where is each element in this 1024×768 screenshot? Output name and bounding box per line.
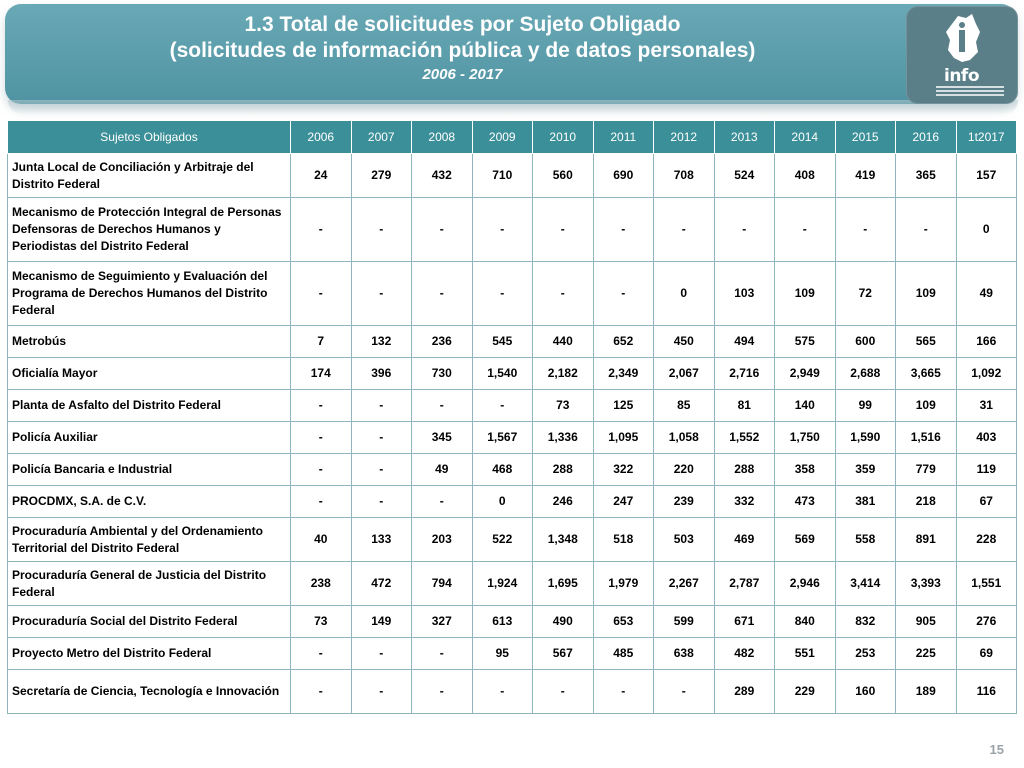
- subject-name-cell: Oficialía Mayor: [8, 358, 291, 390]
- value-cell: -: [351, 422, 412, 454]
- value-cell: 332: [714, 486, 775, 518]
- column-header-year: 2008: [412, 121, 473, 154]
- value-cell: -: [291, 670, 352, 714]
- value-cell: 396: [351, 358, 412, 390]
- value-cell: 132: [351, 326, 412, 358]
- value-cell: 522: [472, 518, 533, 562]
- value-cell: 565: [896, 326, 957, 358]
- value-cell: 730: [412, 358, 473, 390]
- value-cell: -: [533, 262, 594, 326]
- value-cell: 599: [654, 606, 715, 638]
- table-row: [8, 606, 1017, 638]
- value-cell: 1,348: [533, 518, 594, 562]
- value-cell: 440: [533, 326, 594, 358]
- subject-name-cell: Mecanismo de Seguimiento y Evaluación del Programa de Derechos Humanos del Distrito Federal: [8, 262, 291, 326]
- value-cell: 2,716: [714, 358, 775, 390]
- value-cell: 432: [412, 154, 473, 198]
- value-cell: 794: [412, 562, 473, 606]
- value-cell: 2,949: [775, 358, 836, 390]
- value-cell: 236: [412, 326, 473, 358]
- value-cell: 485: [593, 638, 654, 670]
- value-cell: 2,688: [835, 358, 896, 390]
- value-cell: -: [654, 198, 715, 262]
- column-header-year: 2009: [472, 121, 533, 154]
- value-cell: 613: [472, 606, 533, 638]
- value-cell: -: [472, 390, 533, 422]
- table-header-row: [8, 121, 1017, 154]
- banner-shadow: [8, 100, 1018, 114]
- value-cell: 49: [412, 454, 473, 486]
- value-cell: -: [412, 390, 473, 422]
- value-cell: 247: [593, 486, 654, 518]
- value-cell: 81: [714, 390, 775, 422]
- table-row: [8, 454, 1017, 486]
- value-cell: 468: [472, 454, 533, 486]
- value-cell: -: [291, 454, 352, 486]
- table-row: [8, 358, 1017, 390]
- value-cell: 229: [775, 670, 836, 714]
- table-row: [8, 198, 1017, 262]
- value-cell: 322: [593, 454, 654, 486]
- value-cell: 189: [896, 670, 957, 714]
- value-cell: 327: [412, 606, 473, 638]
- table-row: [8, 390, 1017, 422]
- value-cell: 73: [291, 606, 352, 638]
- value-cell: 1,551: [956, 562, 1017, 606]
- value-cell: 708: [654, 154, 715, 198]
- table-body: [8, 154, 1017, 714]
- value-cell: 40: [291, 518, 352, 562]
- value-cell: -: [654, 670, 715, 714]
- value-cell: 125: [593, 390, 654, 422]
- value-cell: 832: [835, 606, 896, 638]
- value-cell: 905: [896, 606, 957, 638]
- value-cell: 72: [835, 262, 896, 326]
- value-cell: 203: [412, 518, 473, 562]
- value-cell: 1,750: [775, 422, 836, 454]
- value-cell: 652: [593, 326, 654, 358]
- page-subtitle: 2006 - 2017: [422, 66, 503, 83]
- value-cell: 472: [351, 562, 412, 606]
- value-cell: 276: [956, 606, 1017, 638]
- value-cell: 638: [654, 638, 715, 670]
- page-number: 15: [989, 742, 1004, 757]
- value-cell: 840: [775, 606, 836, 638]
- value-cell: 238: [291, 562, 352, 606]
- value-cell: 345: [412, 422, 473, 454]
- value-cell: 95: [472, 638, 533, 670]
- value-cell: 1,552: [714, 422, 775, 454]
- value-cell: -: [472, 262, 533, 326]
- value-cell: 133: [351, 518, 412, 562]
- value-cell: 891: [896, 518, 957, 562]
- value-cell: -: [412, 670, 473, 714]
- value-cell: 419: [835, 154, 896, 198]
- column-header-year: 1t2017: [956, 121, 1017, 154]
- value-cell: 253: [835, 638, 896, 670]
- value-cell: -: [412, 262, 473, 326]
- value-cell: 1,590: [835, 422, 896, 454]
- value-cell: 653: [593, 606, 654, 638]
- value-cell: 24: [291, 154, 352, 198]
- value-cell: 109: [896, 262, 957, 326]
- value-cell: 560: [533, 154, 594, 198]
- value-cell: 567: [533, 638, 594, 670]
- value-cell: 225: [896, 638, 957, 670]
- value-cell: 2,182: [533, 358, 594, 390]
- table-row: [8, 486, 1017, 518]
- value-cell: 1,092: [956, 358, 1017, 390]
- value-cell: 2,349: [593, 358, 654, 390]
- value-cell: -: [472, 670, 533, 714]
- value-cell: 0: [472, 486, 533, 518]
- value-cell: 289: [714, 670, 775, 714]
- subject-name-cell: Procuraduría General de Justicia del Distrito Federal: [8, 562, 291, 606]
- value-cell: 600: [835, 326, 896, 358]
- table-row: [8, 638, 1017, 670]
- value-cell: 1,058: [654, 422, 715, 454]
- value-cell: -: [775, 198, 836, 262]
- column-header-year: 2006: [291, 121, 352, 154]
- value-cell: -: [351, 454, 412, 486]
- value-cell: -: [714, 198, 775, 262]
- value-cell: 359: [835, 454, 896, 486]
- value-cell: 218: [896, 486, 957, 518]
- value-cell: 69: [956, 638, 1017, 670]
- value-cell: 3,393: [896, 562, 957, 606]
- value-cell: 103: [714, 262, 775, 326]
- value-cell: 31: [956, 390, 1017, 422]
- value-cell: -: [412, 638, 473, 670]
- logo-tagline: [936, 86, 1004, 96]
- value-cell: -: [291, 422, 352, 454]
- value-cell: 166: [956, 326, 1017, 358]
- value-cell: 450: [654, 326, 715, 358]
- value-cell: -: [351, 390, 412, 422]
- table-row: [8, 670, 1017, 714]
- value-cell: 99: [835, 390, 896, 422]
- value-cell: 157: [956, 154, 1017, 198]
- value-cell: 1,695: [533, 562, 594, 606]
- value-cell: 116: [956, 670, 1017, 714]
- value-cell: 710: [472, 154, 533, 198]
- table-row: [8, 262, 1017, 326]
- subject-name-cell: Procuraduría Ambiental y del Ordenamiento Territorial del Distrito Federal: [8, 518, 291, 562]
- subject-name-cell: Policía Auxiliar: [8, 422, 291, 454]
- value-cell: 228: [956, 518, 1017, 562]
- value-cell: 545: [472, 326, 533, 358]
- subject-name-cell: Policía Bancaria e Industrial: [8, 454, 291, 486]
- value-cell: 1,095: [593, 422, 654, 454]
- subject-name-cell: Secretaría de Ciencia, Tecnología e Innovación: [8, 670, 291, 714]
- subject-name-cell: PROCDMX, S.A. de C.V.: [8, 486, 291, 518]
- column-header-year: 2013: [714, 121, 775, 154]
- value-cell: 403: [956, 422, 1017, 454]
- value-cell: 109: [775, 262, 836, 326]
- value-cell: 408: [775, 154, 836, 198]
- value-cell: -: [412, 486, 473, 518]
- value-cell: -: [593, 670, 654, 714]
- table-row: [8, 422, 1017, 454]
- value-cell: 503: [654, 518, 715, 562]
- value-cell: 1,336: [533, 422, 594, 454]
- value-cell: -: [351, 198, 412, 262]
- value-cell: 279: [351, 154, 412, 198]
- value-cell: -: [896, 198, 957, 262]
- subject-name-cell: Procuraduría Social del Distrito Federal: [8, 606, 291, 638]
- value-cell: 482: [714, 638, 775, 670]
- page-title: 1.3 Total de solicitudes por Sujeto Obligado: [244, 13, 681, 36]
- value-cell: 119: [956, 454, 1017, 486]
- value-cell: -: [351, 638, 412, 670]
- value-cell: 220: [654, 454, 715, 486]
- value-cell: 85: [654, 390, 715, 422]
- value-cell: 551: [775, 638, 836, 670]
- column-header-year: 2016: [896, 121, 957, 154]
- value-cell: -: [291, 486, 352, 518]
- value-cell: 3,414: [835, 562, 896, 606]
- table-row: [8, 154, 1017, 198]
- value-cell: 690: [593, 154, 654, 198]
- value-cell: 358: [775, 454, 836, 486]
- value-cell: -: [351, 670, 412, 714]
- subject-name-cell: Planta de Asfalto del Distrito Federal: [8, 390, 291, 422]
- value-cell: 1,979: [593, 562, 654, 606]
- value-cell: 288: [533, 454, 594, 486]
- value-cell: 1,924: [472, 562, 533, 606]
- value-cell: 73: [533, 390, 594, 422]
- value-cell: 246: [533, 486, 594, 518]
- value-cell: 524: [714, 154, 775, 198]
- value-cell: 239: [654, 486, 715, 518]
- subject-name-cell: Mecanismo de Protección Integral de Personas Defensoras de Derechos Humanos y Periodistas del Distrito Federal: [8, 198, 291, 262]
- value-cell: 1,567: [472, 422, 533, 454]
- column-header-year: 2015: [835, 121, 896, 154]
- value-cell: -: [351, 262, 412, 326]
- value-cell: 160: [835, 670, 896, 714]
- value-cell: 1,516: [896, 422, 957, 454]
- column-header-year: 2014: [775, 121, 836, 154]
- requests-table: [7, 120, 1017, 714]
- page-title-line2: (solicitudes de información pública y de datos personales): [169, 39, 756, 62]
- value-cell: 2,946: [775, 562, 836, 606]
- infodf-logo: [906, 6, 1018, 104]
- column-header-year: 2007: [351, 121, 412, 154]
- value-cell: 473: [775, 486, 836, 518]
- value-cell: 575: [775, 326, 836, 358]
- table-row: [8, 518, 1017, 562]
- value-cell: -: [472, 198, 533, 262]
- value-cell: 2,787: [714, 562, 775, 606]
- value-cell: 0: [956, 198, 1017, 262]
- value-cell: 288: [714, 454, 775, 486]
- value-cell: -: [291, 638, 352, 670]
- value-cell: 3,665: [896, 358, 957, 390]
- value-cell: 558: [835, 518, 896, 562]
- value-cell: 109: [896, 390, 957, 422]
- value-cell: -: [412, 198, 473, 262]
- value-cell: 2,267: [654, 562, 715, 606]
- value-cell: 67: [956, 486, 1017, 518]
- subject-name-cell: Metrobús: [8, 326, 291, 358]
- value-cell: -: [593, 198, 654, 262]
- value-cell: 490: [533, 606, 594, 638]
- value-cell: -: [835, 198, 896, 262]
- value-cell: -: [533, 198, 594, 262]
- value-cell: -: [593, 262, 654, 326]
- column-header-year: 2010: [533, 121, 594, 154]
- column-header-year: 2012: [654, 121, 715, 154]
- value-cell: 569: [775, 518, 836, 562]
- value-cell: -: [291, 198, 352, 262]
- value-cell: 149: [351, 606, 412, 638]
- value-cell: 469: [714, 518, 775, 562]
- column-header-subject: Sujetos Obligados: [8, 121, 291, 154]
- table-row: [8, 326, 1017, 358]
- table-row: [8, 562, 1017, 606]
- title-block: [0, 12, 925, 86]
- value-cell: -: [291, 262, 352, 326]
- column-header-year: 2011: [593, 121, 654, 154]
- value-cell: 0: [654, 262, 715, 326]
- value-cell: 140: [775, 390, 836, 422]
- value-cell: 2,067: [654, 358, 715, 390]
- subject-name-cell: Proyecto Metro del Distrito Federal: [8, 638, 291, 670]
- value-cell: 7: [291, 326, 352, 358]
- value-cell: 671: [714, 606, 775, 638]
- value-cell: 365: [896, 154, 957, 198]
- value-cell: 518: [593, 518, 654, 562]
- value-cell: 174: [291, 358, 352, 390]
- logo-text: info: [944, 66, 980, 86]
- subject-name-cell: Junta Local de Conciliación y Arbitraje del Distrito Federal: [8, 154, 291, 198]
- value-cell: 49: [956, 262, 1017, 326]
- value-cell: 494: [714, 326, 775, 358]
- value-cell: 779: [896, 454, 957, 486]
- value-cell: -: [351, 486, 412, 518]
- value-cell: -: [291, 390, 352, 422]
- value-cell: -: [533, 670, 594, 714]
- value-cell: 381: [835, 486, 896, 518]
- value-cell: 1,540: [472, 358, 533, 390]
